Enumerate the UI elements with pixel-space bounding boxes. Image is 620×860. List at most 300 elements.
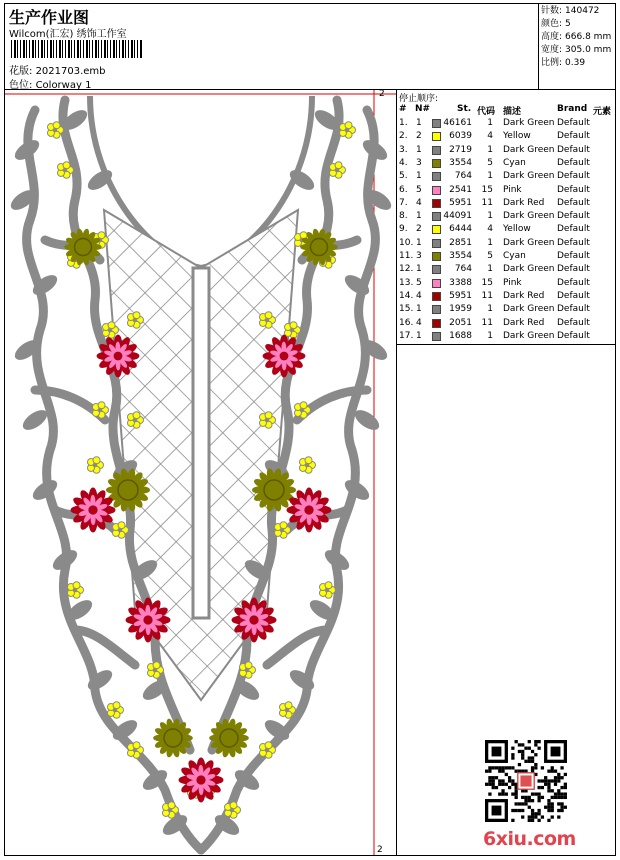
qr-module xyxy=(518,750,521,753)
floret-petal xyxy=(73,582,80,589)
qr-module xyxy=(547,806,550,809)
design-file-value: 2021703.emb xyxy=(35,66,106,77)
qr-module xyxy=(524,799,527,802)
qr-module xyxy=(521,815,524,818)
table-row xyxy=(399,277,613,290)
row-needle: 1 xyxy=(416,211,422,222)
row-desc: Yellow xyxy=(503,131,531,142)
qr-module xyxy=(508,786,511,789)
qr-module xyxy=(560,766,563,769)
stop-sequence-columns xyxy=(399,104,613,116)
row-code: 1 xyxy=(487,211,493,222)
qr-module xyxy=(498,766,501,769)
row-number: 17. xyxy=(399,330,414,341)
qr-module xyxy=(528,819,531,822)
row-brand: Default xyxy=(557,237,590,248)
small-flower xyxy=(224,802,240,819)
floret-petal xyxy=(305,457,312,464)
table-row xyxy=(399,317,613,330)
floret-center xyxy=(285,708,290,713)
qr-module xyxy=(554,792,557,795)
qr-module xyxy=(492,779,495,782)
qr-module xyxy=(547,786,550,789)
qr-module xyxy=(524,802,527,805)
qr-module xyxy=(505,766,508,769)
stat-label: 颜色: xyxy=(541,19,563,29)
small-flower xyxy=(67,582,83,599)
olive-center xyxy=(220,729,238,747)
company-name: Wilcom(汇宏) 绣饰工作室 xyxy=(9,29,127,40)
row-brand: Default xyxy=(557,224,590,235)
floret-petal xyxy=(265,742,272,749)
stat-value: 140472 xyxy=(565,6,600,16)
qr-module xyxy=(531,819,534,822)
floret-center xyxy=(265,418,270,423)
row-needle: 5 xyxy=(416,277,422,288)
floret-center xyxy=(325,588,330,593)
qr-module xyxy=(501,779,504,782)
qr-module xyxy=(521,753,524,756)
row-desc: Dark Green xyxy=(503,144,555,155)
qr-module xyxy=(515,792,518,795)
qr-module xyxy=(505,783,508,786)
row-stitches: 3554 xyxy=(449,157,472,168)
qr-module xyxy=(485,783,488,786)
row-code: 1 xyxy=(487,118,493,128)
qr-module xyxy=(537,747,540,750)
qr-module xyxy=(492,776,495,779)
floret-petal xyxy=(285,702,292,709)
qr-module xyxy=(557,776,560,779)
floret-petal xyxy=(290,322,297,329)
small-flower xyxy=(329,162,345,179)
row-stitches: 6039 xyxy=(449,131,472,142)
qr-module xyxy=(528,815,531,818)
floret-petal xyxy=(245,662,252,669)
row-code: 11 xyxy=(481,317,493,328)
row-stitches: 6444 xyxy=(449,224,472,235)
qr-module xyxy=(551,806,554,809)
qr-module xyxy=(521,809,524,812)
qr-module xyxy=(537,740,540,743)
qr-module xyxy=(547,789,550,792)
floret-center xyxy=(265,318,270,323)
qr-finder xyxy=(492,806,502,816)
qr-module xyxy=(534,766,537,769)
row-stitches: 3388 xyxy=(449,277,472,288)
color-swatch xyxy=(432,212,441,221)
floret-center xyxy=(345,128,350,133)
small-flower xyxy=(107,702,123,719)
row-stitches: 3554 xyxy=(449,251,472,261)
olive-center xyxy=(75,239,92,256)
row-code: 11 xyxy=(481,290,493,301)
stat-label: 针数: xyxy=(541,6,563,16)
color-swatch xyxy=(432,252,441,261)
olive-center xyxy=(118,480,138,500)
floret-center xyxy=(265,748,270,753)
red-center xyxy=(249,615,258,624)
qr-module xyxy=(534,792,537,795)
row-needle: 5 xyxy=(416,184,422,195)
qr-module xyxy=(557,802,560,805)
floret-center xyxy=(118,528,123,533)
red-center xyxy=(196,775,205,784)
floret-petal xyxy=(300,402,307,409)
qr-module xyxy=(528,799,531,802)
qr-module xyxy=(488,779,491,782)
qr-module xyxy=(560,786,563,789)
qr-module xyxy=(515,796,518,799)
qr-module xyxy=(557,779,560,782)
row-needle: 4 xyxy=(416,197,422,208)
qr-module xyxy=(537,799,540,802)
qr-module xyxy=(515,740,518,743)
floret-center xyxy=(108,328,113,333)
qr-module xyxy=(541,815,544,818)
qr-module xyxy=(531,812,534,815)
qr-module xyxy=(488,776,491,779)
qr-module xyxy=(534,763,537,766)
floret-center xyxy=(98,408,103,413)
table-row xyxy=(399,263,613,276)
row-stitches: 1688 xyxy=(449,330,472,341)
col-desc: 描述 xyxy=(503,107,522,117)
row-desc: Cyan xyxy=(503,251,526,261)
qr-module xyxy=(511,819,514,822)
row-desc: Dark Green xyxy=(503,118,555,128)
qr-module xyxy=(511,766,514,769)
row-needle: 1 xyxy=(416,304,422,315)
row-number: 7. xyxy=(399,197,408,208)
floret-petal xyxy=(98,232,105,239)
row-code: 1 xyxy=(487,144,493,155)
table-row xyxy=(399,144,613,157)
red-center xyxy=(280,352,289,361)
row-stitches: 764 xyxy=(454,264,472,275)
qr-module xyxy=(537,812,540,815)
floret-petal xyxy=(168,802,175,809)
qr-module xyxy=(485,770,488,773)
qr-module xyxy=(534,740,537,743)
stat-row xyxy=(541,44,613,57)
table-row xyxy=(399,117,613,130)
table-row xyxy=(399,290,613,303)
row-needle: 1 xyxy=(416,171,422,182)
row-brand: Default xyxy=(557,304,590,315)
row-number: 4. xyxy=(399,157,408,168)
row-number: 13. xyxy=(399,277,414,288)
colorway-label: 色位: xyxy=(9,80,33,91)
row-number: 10. xyxy=(399,237,414,248)
floret-center xyxy=(93,463,98,468)
qr-module xyxy=(528,796,531,799)
qr-module xyxy=(524,796,527,799)
qr-module xyxy=(554,776,557,779)
design-stats xyxy=(539,4,615,90)
qr-module xyxy=(547,809,550,812)
qr-finder xyxy=(551,747,561,757)
qr-module xyxy=(492,783,495,786)
floret-center xyxy=(113,708,118,713)
qr-module xyxy=(518,802,521,805)
qr-module xyxy=(501,766,504,769)
row-brand: Default xyxy=(557,197,590,208)
olive-center xyxy=(164,729,182,747)
qr-module xyxy=(557,773,560,776)
qr-module xyxy=(547,779,550,782)
qr-module xyxy=(511,779,514,782)
row-number: 15. xyxy=(399,304,414,315)
floret-center xyxy=(133,418,138,423)
row-brand: Default xyxy=(557,251,590,261)
row-stitches: 5951 xyxy=(449,290,472,301)
row-number: 9. xyxy=(399,224,408,235)
qr-module xyxy=(551,779,554,782)
table-row xyxy=(399,184,613,197)
qr-module xyxy=(521,802,524,805)
hoop-marker-top: 2 xyxy=(379,90,385,99)
qr-module xyxy=(534,743,537,746)
barcode xyxy=(11,40,143,58)
row-code: 1 xyxy=(487,330,493,341)
stat-label: 比例: xyxy=(541,58,563,68)
floret-petal xyxy=(118,522,125,529)
floret-center xyxy=(290,328,295,333)
floret-petal xyxy=(93,457,100,464)
row-code: 15 xyxy=(481,184,493,195)
floret-center xyxy=(73,588,78,593)
row-brand: Default xyxy=(557,264,590,275)
floret-center xyxy=(305,463,310,468)
watermark-logo: 6xiu.com xyxy=(483,828,576,850)
floret-petal xyxy=(265,412,272,419)
qr-module xyxy=(541,796,544,799)
stat-value: 305.0 mm xyxy=(565,45,612,55)
qr-module xyxy=(531,750,534,753)
qr-module xyxy=(560,776,563,779)
row-needle: 1 xyxy=(416,330,422,341)
design-file-line xyxy=(9,62,106,77)
color-swatch xyxy=(432,239,441,248)
floret-center xyxy=(230,808,235,813)
qr-module xyxy=(564,806,567,809)
qr-module xyxy=(488,792,491,795)
qr-module xyxy=(554,770,557,773)
col-num: # xyxy=(399,104,407,114)
color-swatch xyxy=(432,305,441,314)
qr-module xyxy=(528,806,531,809)
qr-module xyxy=(498,770,501,773)
col-stitches: St. xyxy=(457,104,472,114)
row-brand: Default xyxy=(557,184,590,195)
qr-module xyxy=(564,796,567,799)
production-worksheet xyxy=(4,3,616,856)
qr-module xyxy=(508,779,511,782)
olive-center xyxy=(264,480,284,500)
table-row xyxy=(399,170,613,183)
color-swatch xyxy=(432,265,441,274)
qr-module xyxy=(537,779,540,782)
table-row xyxy=(399,197,613,210)
color-swatch xyxy=(432,292,441,301)
qr-module xyxy=(495,786,498,789)
qr-module xyxy=(501,783,504,786)
small-flower xyxy=(87,457,103,474)
red-center xyxy=(304,505,313,514)
qr-module xyxy=(498,783,501,786)
design-file-label: 花版: xyxy=(9,66,33,77)
stat-value: 0.39 xyxy=(565,58,586,68)
stat-label: 高度: xyxy=(541,32,563,42)
row-code: 11 xyxy=(481,197,493,208)
qr-module xyxy=(560,809,563,812)
qr-module xyxy=(531,792,534,795)
qr-module xyxy=(531,799,534,802)
col-code: 代码 xyxy=(477,107,496,117)
qr-module xyxy=(508,776,511,779)
floret-petal xyxy=(325,582,332,589)
qr-module xyxy=(501,770,504,773)
qr-module xyxy=(534,753,537,756)
qr-module xyxy=(528,760,531,763)
stat-row xyxy=(541,57,613,70)
qr-module xyxy=(531,756,534,759)
worksheet-header xyxy=(5,4,539,90)
qr-module xyxy=(547,783,550,786)
olive-center xyxy=(311,239,328,256)
hoop-marker-bottom: 2 xyxy=(377,845,383,855)
color-swatch xyxy=(432,279,441,288)
row-desc: Dark Red xyxy=(503,197,545,208)
qr-module xyxy=(488,766,491,769)
qr-module xyxy=(505,792,508,795)
qr-module xyxy=(544,806,547,809)
row-number: 11. xyxy=(399,251,414,261)
qr-module xyxy=(544,783,547,786)
design-preview xyxy=(5,90,397,855)
qr-module xyxy=(544,776,547,779)
qr-module xyxy=(498,792,501,795)
red-flower xyxy=(179,758,224,803)
qr-module xyxy=(531,760,534,763)
floret-petal xyxy=(108,322,115,329)
floret-petal xyxy=(300,232,307,239)
color-swatch xyxy=(432,172,441,181)
qr-module xyxy=(541,779,544,782)
row-desc: Dark Green xyxy=(503,330,555,341)
qr-module xyxy=(564,786,567,789)
qr-module xyxy=(551,802,554,805)
qr-module xyxy=(541,786,544,789)
stop-sequence-heading: 停止顺序: xyxy=(399,94,439,104)
row-code: 4 xyxy=(487,224,493,235)
row-stitches: 764 xyxy=(454,171,472,182)
qr-module xyxy=(564,783,567,786)
color-swatch xyxy=(432,119,441,128)
row-number: 14. xyxy=(399,290,414,301)
row-brand: Default xyxy=(557,290,590,301)
qr-module xyxy=(551,809,554,812)
qr-module xyxy=(554,796,557,799)
floret-petal xyxy=(230,802,237,809)
row-desc: Dark Red xyxy=(503,290,545,301)
table-row xyxy=(399,303,613,316)
floret-center xyxy=(280,528,285,533)
qr-module xyxy=(492,766,495,769)
qr-module xyxy=(551,766,554,769)
stat-value: 5 xyxy=(565,19,571,29)
qr-module xyxy=(537,786,540,789)
qr-module xyxy=(564,792,567,795)
stat-value: 666.8 mm xyxy=(565,32,612,42)
row-desc: Pink xyxy=(503,277,522,288)
floret-center xyxy=(335,168,340,173)
floret-center xyxy=(168,808,173,813)
color-swatch xyxy=(432,319,441,328)
row-code: 4 xyxy=(487,131,493,142)
row-number: 6. xyxy=(399,184,408,195)
qr-module xyxy=(511,753,514,756)
qr-module xyxy=(531,815,534,818)
row-code: 1 xyxy=(487,171,493,182)
color-swatch xyxy=(432,332,441,341)
row-number: 3. xyxy=(399,144,408,155)
qr-module xyxy=(492,786,495,789)
colorway-value: Colorway 1 xyxy=(35,80,92,91)
row-needle: 1 xyxy=(416,118,422,128)
qr-module xyxy=(551,815,554,818)
col-element: 元素 xyxy=(593,107,612,117)
row-number: 5. xyxy=(399,171,408,182)
qr-module xyxy=(524,760,527,763)
qr-module xyxy=(547,770,550,773)
qr-module xyxy=(547,799,550,802)
qr-module xyxy=(488,770,491,773)
embroidery-design xyxy=(5,90,396,855)
floret-center xyxy=(53,128,58,133)
qr-module xyxy=(488,783,491,786)
qr-module xyxy=(547,802,550,805)
qr-module xyxy=(518,763,521,766)
small-flower xyxy=(239,662,255,679)
qr-code xyxy=(485,740,567,822)
qr-module xyxy=(495,776,498,779)
row-brand: Default xyxy=(557,277,590,288)
qr-module xyxy=(518,743,521,746)
table-row xyxy=(399,237,613,250)
floret-center xyxy=(153,668,158,673)
qr-module xyxy=(528,740,531,743)
colorway-line xyxy=(9,76,91,91)
color-swatch xyxy=(432,199,441,208)
qr-module xyxy=(547,819,550,822)
row-code: 1 xyxy=(487,237,493,248)
floret-petal xyxy=(133,312,140,319)
qr-module xyxy=(554,783,557,786)
table-row xyxy=(399,210,613,223)
qr-module xyxy=(534,812,537,815)
row-desc: Cyan xyxy=(503,157,526,168)
red-center xyxy=(88,505,97,514)
row-desc: Yellow xyxy=(503,224,531,235)
qr-module xyxy=(531,766,534,769)
qr-finder xyxy=(492,747,502,757)
color-swatch xyxy=(432,132,441,141)
floret-petal xyxy=(63,162,70,169)
table-row xyxy=(399,223,613,236)
row-brand: Default xyxy=(557,118,590,128)
